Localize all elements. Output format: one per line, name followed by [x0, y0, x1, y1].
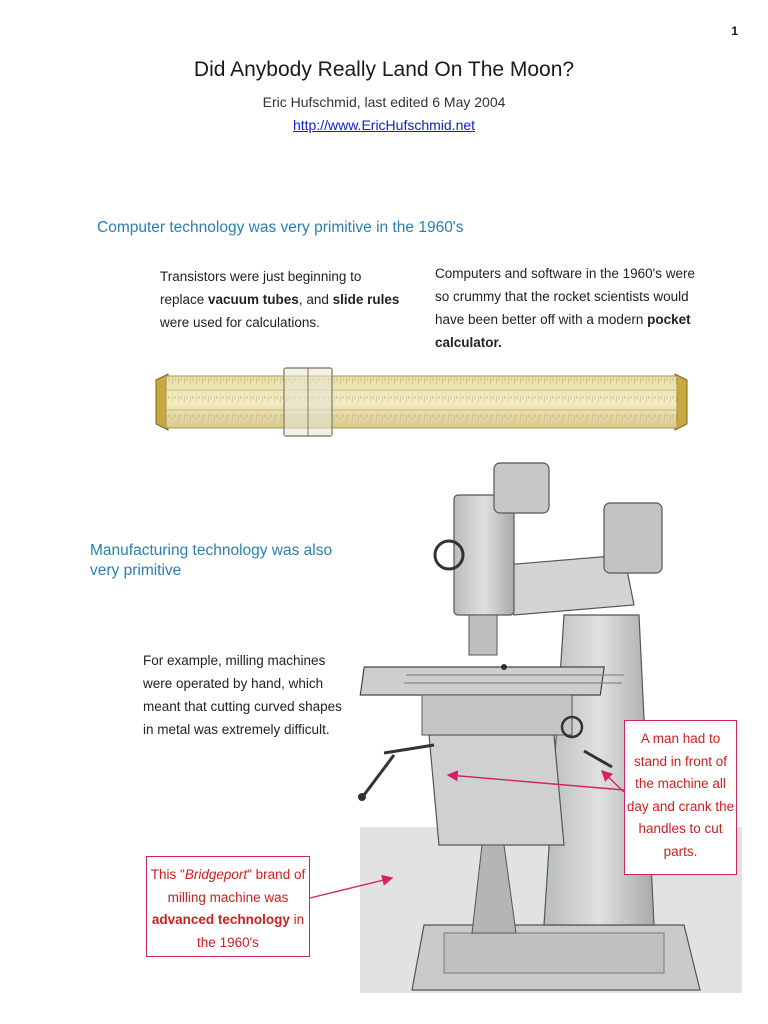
page-title: Did Anybody Really Land On The Moon?: [193, 58, 575, 81]
section-heading-manufacturing: Manufacturing technology was also very primitive: [90, 542, 333, 579]
bold-vacuum-tubes: vacuum tubes: [208, 292, 299, 307]
text-run: , and: [298, 292, 333, 307]
transistors-paragraph: [160, 265, 400, 334]
text-run: Transistors were just beginning to replace: [160, 269, 362, 307]
author-line: Eric Hufschmid, last edited 6 May 2004: [262, 94, 506, 110]
bold-advanced-technology: advanced technology: [151, 912, 290, 927]
italic-bridgeport: Bridgeport: [184, 867, 248, 882]
callout-operator: A man had to stand in front of the machine all day and crank the handles to cut parts.: [624, 720, 737, 875]
slide-rule-picture: [154, 366, 689, 438]
text-run: were used for calculations.: [160, 315, 320, 330]
bold-slide-rules: slide rules: [332, 292, 400, 307]
text-run: Computers and software in the 1960's were so crummy that the rocket scientists would have been better off with a modern: [435, 266, 695, 327]
section-heading-computer: Computer technology was very primitive in the 1960's: [97, 219, 464, 236]
computers-paragraph: [435, 262, 705, 354]
text-run: This ": [150, 867, 185, 882]
milling-paragraph: For example, milling machines were operated by hand, which meant that cutting curved shapes in metal was extremely difficult.: [143, 653, 342, 737]
bold-pocket-calculator: pocket calculator.: [435, 312, 691, 350]
callout-bridgeport: [146, 856, 310, 957]
page-number: 1: [731, 24, 738, 38]
website-link[interactable]: http://www.EricHufschmid.net: [292, 117, 476, 133]
url-line: [0, 117, 768, 133]
text-run: in the 1960's: [197, 912, 305, 950]
text-run: " brand of milling machine was: [167, 867, 306, 905]
